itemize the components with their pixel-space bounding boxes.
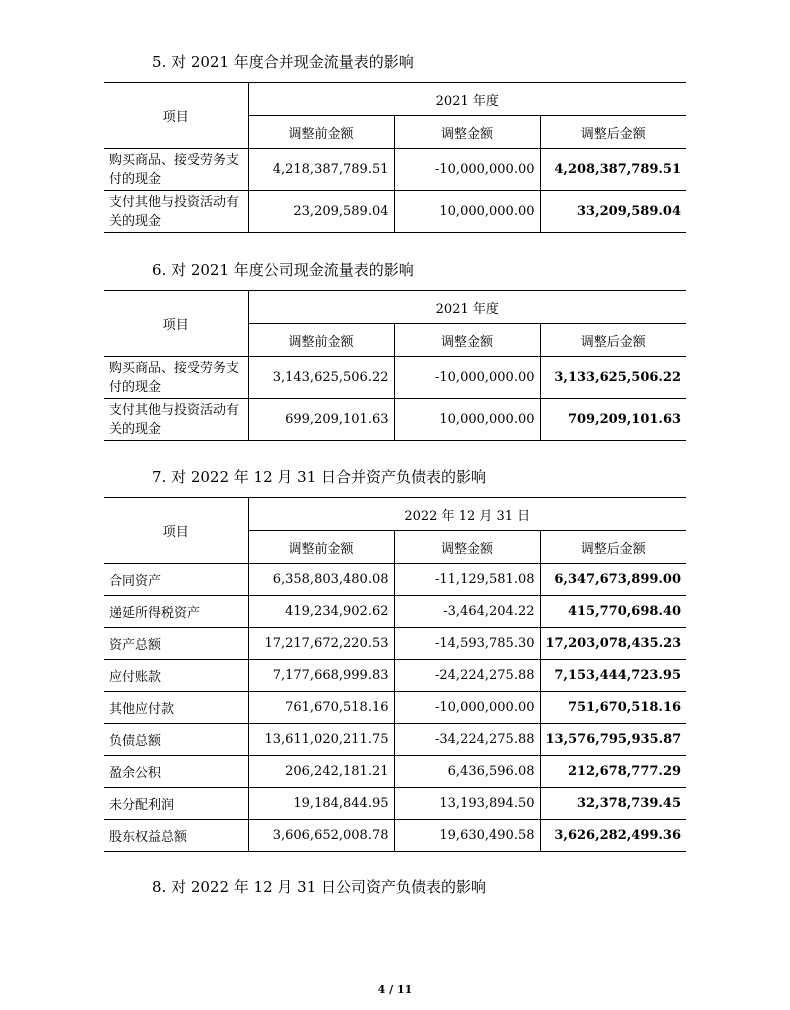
section-heading-8: 8. 对 2022 年 12 月 31 日公司资产负债表的影响 [152,878,487,896]
before-amount: 17,217,672,220.53 [248,628,394,660]
adjustment-amount-header: 调整金额 [394,116,540,149]
row-label: 应付账款 [104,660,248,692]
section-heading-7: 7. 对 2022 年 12 月 31 日合并资产负债表的影响 [152,468,487,486]
after-amount-header: 调整后金额 [540,531,686,564]
cashflow-company-2021-table [104,290,686,441]
row-label: 股东权益总额 [104,820,248,852]
adjustment-amount: 19,630,490.58 [394,820,540,852]
adjustment-amount: -14,593,785.30 [394,628,540,660]
table-row [104,399,686,441]
before-amount: 206,242,181.21 [248,756,394,788]
item-column-header: 项目 [104,291,248,357]
row-label: 其他应付款 [104,692,248,724]
adjustment-amount: -24,224,275.88 [394,660,540,692]
before-amount: 4,218,387,789.51 [248,149,394,191]
table-row [104,628,686,660]
row-label: 资产总额 [104,628,248,660]
before-amount: 7,177,668,999.83 [248,660,394,692]
before-amount-header: 调整前金额 [248,324,394,357]
before-amount: 6,358,803,480.08 [248,564,394,596]
before-amount: 761,670,518.16 [248,692,394,724]
table-row [104,357,686,399]
after-amount: 212,678,777.29 [540,756,686,788]
period-header: 2022 年 12 月 31 日 [248,498,686,531]
row-label: 购买商品、接受劳务支付的现金 [104,357,248,399]
before-amount: 699,209,101.63 [248,399,394,441]
table-row [104,756,686,788]
row-label: 支付其他与投资活动有关的现金 [104,191,248,233]
after-amount: 32,378,739.45 [540,788,686,820]
after-amount-header: 调整后金额 [540,324,686,357]
after-amount: 6,347,673,899.00 [540,564,686,596]
after-amount: 17,203,078,435.23 [540,628,686,660]
page-number: 4 / 11 [377,983,413,996]
table-row [104,788,686,820]
row-label: 合同资产 [104,564,248,596]
after-amount: 415,770,698.40 [540,596,686,628]
adjustment-amount: -11,129,581.08 [394,564,540,596]
table-row [104,149,686,191]
adjustment-amount: -10,000,000.00 [394,692,540,724]
period-header: 2021 年度 [248,83,686,116]
adjustment-amount: -10,000,000.00 [394,149,540,191]
row-label: 递延所得税资产 [104,596,248,628]
table-row [104,820,686,852]
cashflow-consolidated-2021-table [104,82,686,233]
adjustment-amount: -3,464,204.22 [394,596,540,628]
row-label: 购买商品、接受劳务支付的现金 [104,149,248,191]
adjustment-amount: 13,193,894.50 [394,788,540,820]
adjustment-amount-header: 调整金额 [394,531,540,564]
adjustment-amount-header: 调整金额 [394,324,540,357]
adjustment-amount: 10,000,000.00 [394,399,540,441]
item-column-header: 项目 [104,83,248,149]
adjustment-amount: -34,224,275.88 [394,724,540,756]
adjustment-amount: 6,436,596.08 [394,756,540,788]
table-row [104,692,686,724]
row-label: 未分配利润 [104,788,248,820]
before-amount: 419,234,902.62 [248,596,394,628]
row-label: 盈余公积 [104,756,248,788]
after-amount: 7,153,444,723.95 [540,660,686,692]
before-amount: 13,611,020,211.75 [248,724,394,756]
before-amount: 3,606,652,008.78 [248,820,394,852]
balance-sheet-consolidated-2022-table [104,497,686,852]
after-amount: 3,626,282,499.36 [540,820,686,852]
after-amount: 4,208,387,789.51 [540,149,686,191]
table-row [104,724,686,756]
table-row [104,191,686,233]
after-amount: 709,209,101.63 [540,399,686,441]
row-label: 负债总额 [104,724,248,756]
after-amount: 33,209,589.04 [540,191,686,233]
after-amount: 3,133,625,506.22 [540,357,686,399]
before-amount: 23,209,589.04 [248,191,394,233]
before-amount: 3,143,625,506.22 [248,357,394,399]
after-amount-header: 调整后金额 [540,116,686,149]
table-row [104,660,686,692]
adjustment-amount: -10,000,000.00 [394,357,540,399]
table-row [104,564,686,596]
section-heading-5: 5. 对 2021 年度合并现金流量表的影响 [152,53,414,71]
section-heading-6: 6. 对 2021 年度公司现金流量表的影响 [152,261,414,279]
item-column-header: 项目 [104,498,248,564]
adjustment-amount: 10,000,000.00 [394,191,540,233]
table-row [104,596,686,628]
before-amount: 19,184,844.95 [248,788,394,820]
after-amount: 751,670,518.16 [540,692,686,724]
before-amount-header: 调整前金额 [248,531,394,564]
period-header: 2021 年度 [248,291,686,324]
after-amount: 13,576,795,935.87 [540,724,686,756]
row-label: 支付其他与投资活动有关的现金 [104,399,248,441]
before-amount-header: 调整前金额 [248,116,394,149]
